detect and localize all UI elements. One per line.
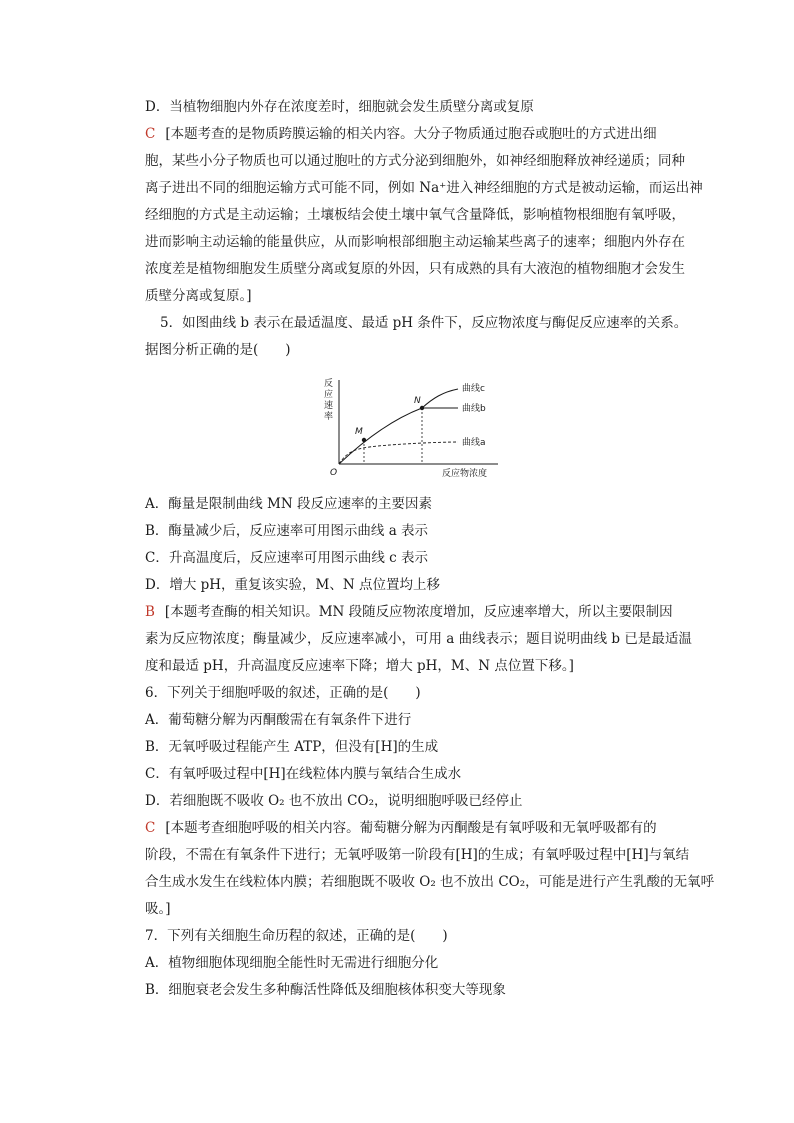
option-7-b: B．细胞衰老会发生多种酶活性降低及细胞核体积变大等现象: [145, 982, 506, 998]
question-6-stem: 6．下列关于细胞呼吸的叙述，正确的是( ): [145, 685, 421, 701]
answer-6-line-2: 阶段，不需在有氧条件下进行；无氧呼吸第一阶段有[H]的生成；有氧呼吸过程中[H]与氧结: [145, 847, 690, 863]
question-7-stem: 7．下列有关细胞生命历程的叙述，正确的是( ): [145, 928, 448, 944]
answer-letter: B: [145, 604, 155, 620]
answer-4-line-2: 胞，某些小分子物质也可以通过胞吐的方式分泌到细胞外，如神经细胞释放神经递质；同种: [145, 153, 685, 169]
answer-text: [本题考查的是物质跨膜运输的相关内容。大分子物质通过胞吞或胞吐的方式进出细: [165, 126, 657, 142]
option-5-prev-d: D．当植物细胞内外存在浓度差时，细胞就会发生质壁分离或复原: [145, 99, 534, 115]
curve-a-label: 曲线a: [462, 438, 486, 448]
option-6-b: B．无氧呼吸过程能产生 ATP，但没有[H]的生成: [145, 739, 439, 755]
y-axis-label-3: 速: [324, 401, 334, 411]
origin-label: O: [330, 468, 338, 478]
answer-4-line-1: [145, 124, 657, 144]
option-5-b: B．酶量减少后，反应速率可用图示曲线 a 表示: [145, 523, 429, 539]
question-5-stem-2: 据图分析正确的是( ): [145, 342, 291, 358]
curve-c: [422, 389, 458, 408]
answer-6-line-1: [145, 818, 657, 838]
point-m-dot: [362, 438, 366, 442]
answer-text: [本题考查酶的相关知识。MN 段随反应物浓度增加，反应速率增大，所以主要限制因: [164, 604, 673, 620]
answer-5-line-3: 度和最适 pH，升高温度反应速率下降；增大 pH，M、N 点位置下移。]: [145, 658, 574, 674]
option-6-d: D．若细胞既不吸收 O₂ 也不放出 CO₂，说明细胞呼吸已经停止: [145, 793, 523, 809]
option-5-c: C．升高温度后，反应速率可用图示曲线 c 表示: [145, 550, 428, 566]
x-axis-label: 反应物浓度: [442, 469, 488, 479]
y-axis-label-2: 应: [324, 390, 334, 400]
option-5-d: D．增大 pH，重复该实验，M、N 点位置均上移: [145, 577, 440, 593]
answer-5-line-1: [145, 602, 673, 622]
curve-c-label: 曲线c: [462, 384, 485, 394]
option-7-a: A．植物细胞体现细胞全能性时无需进行细胞分化: [145, 955, 439, 971]
answer-4-line-5: 进而影响主动运输的能量供应，从而影响根部细胞主动运输某些离子的速率；细胞内外存在: [145, 234, 685, 250]
point-m-label: M: [355, 427, 363, 437]
curve-b: [339, 408, 422, 464]
curve-b-label: 曲线b: [462, 404, 486, 414]
answer-5-line-2: 素为反应物浓度；酶量减少，反应速率减小，可用 a 曲线表示；题目说明曲线 b 已是最适温: [145, 631, 692, 647]
answer-letter: C: [145, 126, 156, 142]
answer-6-line-3: 合生成水发生在线粒体内膜；若细胞既不吸收 O₂ 也不放出 CO₂，可能是进行产生乳酸的无氧呼: [145, 874, 715, 890]
option-6-a: A．葡萄糖分解为丙酮酸需在有氧条件下进行: [145, 712, 412, 728]
y-axis-label-4: 率: [324, 412, 334, 422]
question-5-stem: 5．如图曲线 b 表示在最适温度、最适 pH 条件下，反应物浓度与酶促反应速率的关系。: [160, 315, 688, 331]
point-n-dot: [420, 406, 424, 410]
option-6-c: C．有氧呼吸过程中[H]在线粒体内膜与氧结合生成水: [145, 766, 462, 782]
answer-4-line-6: 浓度差是植物细胞发生质壁分离或复原的外因，只有成熟的具有大液泡的植物细胞才会发生: [145, 261, 685, 277]
answer-4-line-7: 质壁分离或复原。]: [145, 288, 252, 304]
option-5-a: A．酶量是限制曲线 MN 段反应速率的主要因素: [145, 496, 432, 512]
answer-text: [本题考查细胞呼吸的相关内容。葡萄糖分解为丙酮酸是有氧呼吸和无氧呼吸都有的: [165, 820, 657, 836]
answer-letter: C: [145, 820, 156, 836]
enzyme-rate-figure: [318, 376, 538, 486]
answer-4-line-4: 经细胞的方式是主动运输；土壤板结会使土壤中氧气含量降低，影响植物根细胞有氧呼吸，: [145, 207, 685, 223]
answer-6-line-4: 吸。]: [145, 901, 171, 917]
y-axis-label-1: 反: [324, 379, 334, 389]
answer-4-line-3: 离子进出不同的细胞运输方式可能不同，例如 Na⁺进入神经细胞的方式是被动运输，而运出神: [145, 180, 703, 196]
curve-a: [339, 442, 458, 464]
point-n-label: N: [414, 396, 421, 406]
